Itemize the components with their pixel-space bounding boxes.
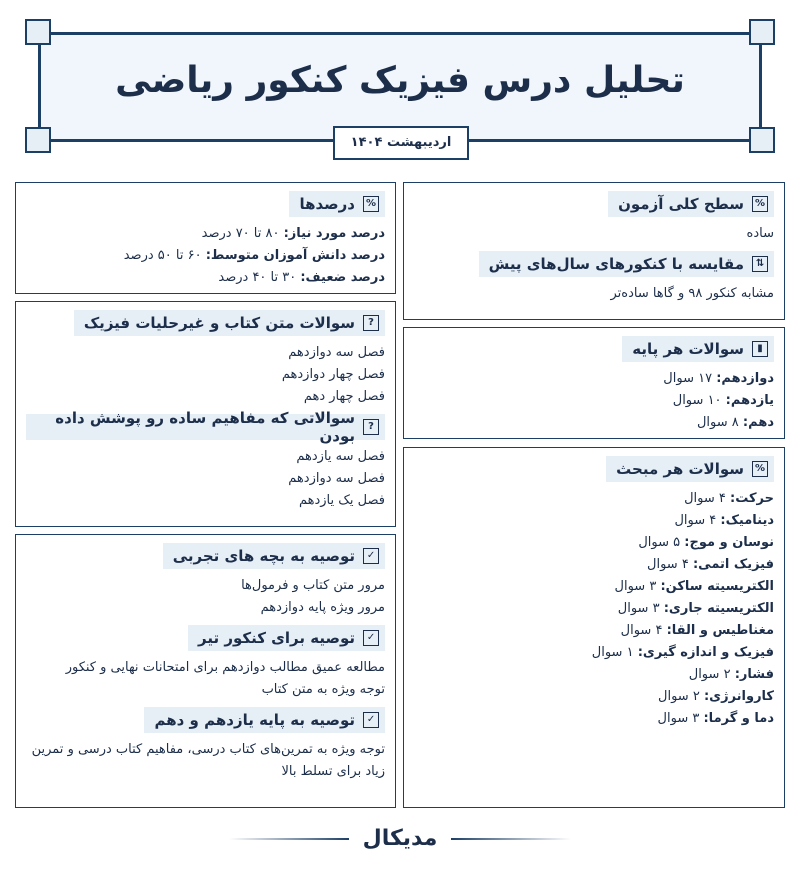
grade-advice-title: توصیه به پایه یازدهم و دهم <box>154 711 355 729</box>
checkbox-icon: ✓ <box>363 630 379 646</box>
list-item: دوازدهم: ۱۷ سوال <box>663 371 774 386</box>
footer-divider <box>229 838 349 840</box>
list-item: مغناطیس و القا: ۴ سوال <box>620 623 774 638</box>
list-item: یازدهم: ۱۰ سوال <box>672 393 774 408</box>
checkbox-icon: ✓ <box>363 548 379 564</box>
advice-panel <box>15 534 396 808</box>
simple-questions-title: سوالاتی که مفاهیم ساده رو پوشش داده بودن <box>55 409 355 445</box>
question-icon: ? <box>363 315 379 331</box>
topic-questions-header <box>606 456 774 482</box>
percents-title: درصدها <box>299 195 355 213</box>
footer <box>0 826 800 851</box>
percent-icon: % <box>752 461 768 477</box>
list-item: الکتریسیته ساکن: ۳ سوال <box>614 579 774 594</box>
list-item: درصد مورد نیاز: ۸۰ تا ۷۰ درصد <box>201 226 385 241</box>
grade-advice-header <box>144 707 385 733</box>
book-questions-header <box>74 310 385 336</box>
percents-panel <box>15 182 396 294</box>
percent-icon: % <box>363 196 379 212</box>
simple-questions-header <box>26 409 385 445</box>
swap-arrows-icon: ⇅ <box>752 256 768 272</box>
topic-questions-title: سوالات هر مبحث <box>616 460 744 478</box>
list-item: فیزیک و اندازه گیری: ۱ سوال <box>591 645 774 660</box>
list-item: نوسان و موج: ۵ سوال <box>638 535 774 550</box>
brand-logo: مدیکال <box>362 826 438 851</box>
level-panel <box>403 182 785 320</box>
list-item: دینامیک: ۴ سوال <box>674 513 774 528</box>
compare-title: مقایسه با کنکورهای سال‌های پیش <box>488 255 744 273</box>
question-icon: ? <box>363 419 379 435</box>
list-item: دهم: ۸ سوال <box>696 415 774 430</box>
percent-icon: % <box>752 196 768 212</box>
list-item: فصل چهار دوازدهم <box>281 367 385 382</box>
list-item: توجه ویژه به متن کتاب <box>261 682 385 697</box>
corner-decoration <box>749 127 775 153</box>
experimental-advice-title: توصیه به بچه های تجربی <box>172 547 355 565</box>
list-item: الکتریسیته جاری: ۳ سوال <box>617 601 774 616</box>
experimental-advice-header <box>163 543 385 569</box>
corner-decoration <box>749 19 775 45</box>
bar-chart-icon: ▮ <box>752 341 768 357</box>
list-item: فصل چهار دهم <box>303 389 385 404</box>
topic-questions-panel <box>403 447 785 808</box>
corner-decoration <box>25 19 51 45</box>
list-item: مرور ویژه پایه دوازدهم <box>260 600 385 615</box>
list-item: مطالعه عمیق مطالب دوازدهم برای امتحانات نهایی و کنکور <box>65 660 385 675</box>
compare-header <box>479 251 774 277</box>
list-item: حرکت: ۴ سوال <box>684 491 774 506</box>
list-item: فصل یک یازدهم <box>298 493 385 508</box>
list-item: فشار: ۲ سوال <box>688 667 774 682</box>
level-value: ساده <box>746 226 774 241</box>
list-item: کاروانرژی: ۲ سوال <box>658 689 774 704</box>
checkbox-icon: ✓ <box>363 712 379 728</box>
tir-advice-header <box>188 625 385 651</box>
date-badge: اردیبهشت ۱۴۰۴ <box>333 126 469 160</box>
grade-questions-title: سوالات هر پایه <box>632 340 744 358</box>
list-item: فصل سه یازدهم <box>296 449 385 464</box>
tir-advice-title: توصیه برای کنکور تیر <box>198 629 355 647</box>
list-item: فصل سه دوازدهم <box>288 471 385 486</box>
level-title: سطح کلی آزمون <box>618 195 744 213</box>
list-item: درصد ضعیف: ۳۰ تا ۴۰ درصد <box>218 270 385 285</box>
level-header <box>608 191 774 217</box>
list-item: فیزیک اتمی: ۴ سوال <box>647 557 774 572</box>
book-questions-title: سوالات متن کتاب و غیرحلیات فیزیک <box>83 314 355 332</box>
compare-value: مشابه کنکور ۹۸ و گاها ساده‌تر <box>610 286 774 301</box>
corner-decoration <box>25 127 51 153</box>
list-item: دما و گرما: ۳ سوال <box>657 711 774 726</box>
percents-header <box>289 191 385 217</box>
grade-questions-header <box>622 336 774 362</box>
page-title: تحلیل درس فیزیک کنکور ریاضی <box>115 60 685 101</box>
grade-advice-text: توجه ویژه به تمرین‌های کتاب درسی، مفاهیم کتاب درسی و تمرین زیاد برای تسلط بالا <box>31 742 385 779</box>
list-item: درصد دانش آموزان متوسط: ۶۰ تا ۵۰ درصد <box>123 248 385 263</box>
footer-divider <box>451 838 571 840</box>
list-item: فصل سه دوازدهم <box>288 345 385 360</box>
grade-questions-panel <box>403 327 785 439</box>
list-item: مرور متن کتاب و فرمول‌ها <box>241 578 385 593</box>
book-questions-panel <box>15 301 396 527</box>
